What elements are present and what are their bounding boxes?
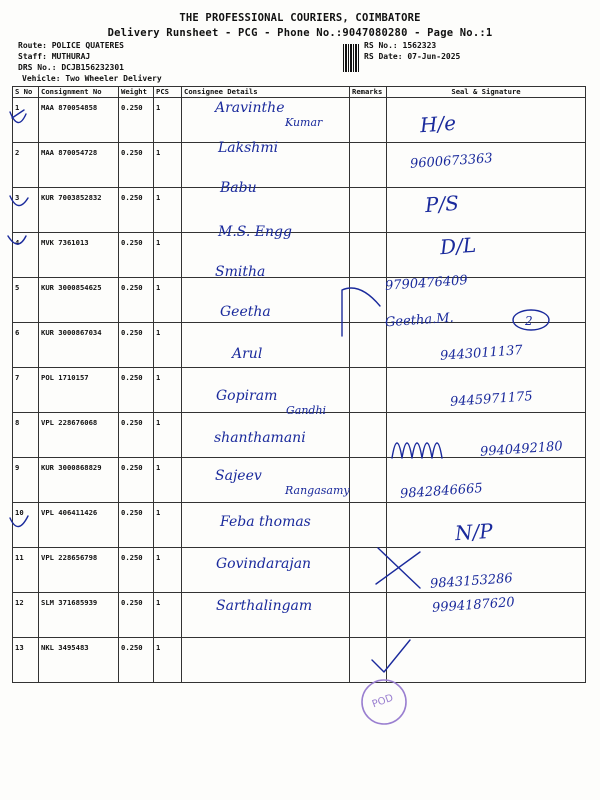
receiver-signature: N/P: [454, 518, 494, 546]
row-pcs: 1: [154, 188, 182, 233]
consignment-number: MAA 870054728: [39, 143, 119, 188]
consignment-number: VPL 406411426: [39, 503, 119, 548]
row-weight: 0.250: [119, 638, 154, 683]
receiver-signature: 9843153286: [429, 571, 514, 592]
row-sno: 3: [13, 188, 39, 233]
row-pcs: 1: [154, 548, 182, 593]
row-pcs: 1: [154, 638, 182, 683]
row-weight: 0.250: [119, 458, 154, 503]
consignment-number: POL 1710157: [39, 368, 119, 413]
consignment-number: VPL 228676068: [39, 413, 119, 458]
consignee-name: Sajeev: [215, 468, 262, 484]
vehicle-label: Vehicle: Two Wheeler Delivery: [22, 74, 162, 83]
consignee-name: shanthamani: [214, 430, 306, 446]
consignment-number: KUR 3000868829: [39, 458, 119, 503]
tick-mark-1: [10, 110, 26, 123]
consignee-name: M.S. Engg: [218, 224, 292, 240]
col-pcs-header: PCS: [154, 87, 182, 98]
row-sno: 4: [13, 233, 39, 278]
row-pcs: 1: [154, 233, 182, 278]
tick-mark-4: [8, 236, 26, 244]
consignee-name: Feba thomas: [220, 514, 311, 530]
row-weight: 0.250: [119, 593, 154, 638]
circled-two-digit: 2: [525, 314, 533, 328]
row-sno: 10: [13, 503, 39, 548]
consignee-name: Gopiram: [216, 388, 278, 404]
row-weight: 0.250: [119, 98, 154, 143]
consignment-number: KUR 7003852832: [39, 188, 119, 233]
receiver-signature: 9443011137: [439, 343, 524, 364]
cross-signature: [376, 548, 420, 588]
consignee-name-line2: Kumar: [285, 116, 323, 129]
receiver-signature: 9994187620: [431, 595, 516, 616]
consignment-number: NKL 3495483: [39, 638, 119, 683]
receiver-signature: H/e: [419, 110, 457, 138]
row-sno: 5: [13, 278, 39, 323]
receiver-signature: 9445971175: [449, 389, 534, 410]
row-weight: 0.250: [119, 413, 154, 458]
consignee-name-line2: Rangasamy: [285, 484, 350, 497]
row-pcs: 1: [154, 278, 182, 323]
consignee-name: Arul: [232, 346, 263, 362]
consignee-name: Sarthalingam: [216, 598, 313, 614]
row-sno: 9: [13, 458, 39, 503]
consignee-name: Aravinthe: [215, 100, 285, 116]
receiver-signature: 9842846665: [399, 481, 484, 502]
row-pcs: 1: [154, 503, 182, 548]
row-sno: 11: [13, 548, 39, 593]
row-weight: 0.250: [119, 188, 154, 233]
receiver-signature: 9940492180: [479, 439, 564, 460]
row-weight: 0.250: [119, 278, 154, 323]
receiver-signature: 9600673363: [409, 151, 494, 172]
col-consignment-header: Consignment No: [39, 87, 119, 98]
company-title: THE PROFESSIONAL COURIERS, COIMBATORE: [179, 12, 421, 24]
row-pcs: 1: [154, 413, 182, 458]
row-weight: 0.250: [119, 548, 154, 593]
consignment-number: SLM 371685939: [39, 593, 119, 638]
col-consignee-header: Consignee Details: [182, 87, 350, 98]
row-pcs: 1: [154, 593, 182, 638]
consignee-name: Smitha: [215, 264, 266, 280]
row-pcs: 1: [154, 323, 182, 368]
row-sno: 1: [13, 98, 39, 143]
consignment-number: VPL 228656798: [39, 548, 119, 593]
row-weight: 0.250: [119, 143, 154, 188]
receiver-signature: P/S: [424, 190, 460, 218]
consignee-name: Lakshmi: [218, 140, 279, 156]
row-pcs: 1: [154, 98, 182, 143]
consignee-name: Govindarajan: [216, 556, 312, 572]
tick-mark-3: [10, 196, 28, 206]
row-sno: 13: [13, 638, 39, 683]
route-label: Route: POLICE QUATERES: [18, 41, 124, 50]
receiver-signature: 9790476409: [384, 273, 469, 294]
row-pcs: 1: [154, 458, 182, 503]
rs-date: RS Date: 07-Jun-2025: [364, 52, 461, 61]
check-mark: [372, 640, 410, 672]
col-seal-header: Seal & Signature: [387, 87, 586, 98]
row-weight: 0.250: [119, 368, 154, 413]
row-pcs: 1: [154, 143, 182, 188]
col-sno-header: S No: [13, 87, 39, 98]
consignee-name: Geetha: [220, 304, 271, 320]
consignment-number: MVK 7361013: [39, 233, 119, 278]
col-remarks-header: Remarks: [350, 87, 387, 98]
row-sno: 6: [13, 323, 39, 368]
row-sno: 12: [13, 593, 39, 638]
row-sno: 2: [13, 143, 39, 188]
staff-label: Staff: MUTHURAJ: [18, 52, 91, 61]
col-weight-header: Weight: [119, 87, 154, 98]
consignment-number: KUR 3000867034: [39, 323, 119, 368]
rs-number: RS No.: 1562323: [364, 41, 437, 50]
row-weight: 0.250: [119, 323, 154, 368]
receiver-signature: Geetha.M.: [384, 310, 455, 331]
row-sno: 8: [13, 413, 39, 458]
pod-stamp-text: POD: [370, 692, 395, 711]
row-pcs: 1: [154, 368, 182, 413]
consignment-number: MAA 870054858: [39, 98, 119, 143]
consignee-name-line2: Gandhi: [286, 404, 327, 417]
row-sno: 7: [13, 368, 39, 413]
row-weight: 0.250: [119, 503, 154, 548]
consignment-number: KUR 3000854625: [39, 278, 119, 323]
runsheet-subtitle: Delivery Runsheet - PCG - Phone No.:9047080280 - Page No.:1: [107, 27, 493, 39]
bracket-mark: [342, 288, 380, 336]
drs-number: DRS No.: DCJB156232301: [18, 63, 124, 72]
tick-mark-11: [10, 516, 28, 527]
scribble-signature: [392, 443, 442, 458]
consignee-name: Babu: [220, 180, 257, 196]
row-weight: 0.250: [119, 233, 154, 278]
receiver-signature: D/L: [439, 232, 477, 260]
